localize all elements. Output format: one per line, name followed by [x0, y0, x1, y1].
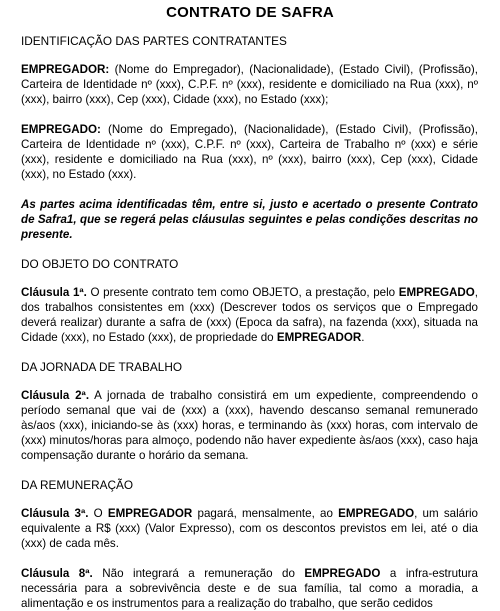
clause-2-label: Cláusula 2ª. — [21, 389, 90, 402]
clause-3-text-b: pagará, mensalmente, ao — [192, 507, 339, 520]
clause-8-employee: EMPREGADO — [304, 567, 381, 580]
document-page — [0, 4, 500, 610]
clause-3-paragraph — [21, 506, 478, 551]
section-heading-parties: IDENTIFICAÇÃO DAS PARTES CONTRATANTES — [21, 34, 287, 48]
clause-1-label: Cláusula 1ª. — [21, 286, 87, 299]
clause-8-paragraph — [21, 566, 478, 611]
employer-paragraph — [21, 62, 478, 107]
clause-1-text-a: O presente contrato tem como OBJETO, a prestação, pelo — [86, 286, 399, 299]
clause-1-employer: EMPREGADOR — [276, 331, 362, 344]
document-body — [0, 34, 500, 611]
clause-3-employee: EMPREGADO — [338, 507, 415, 520]
clause-2-paragraph — [21, 388, 478, 463]
clause-2-text: A jornada de trabalho consistirá em um expediente, compreendendo o período semanal que vai de (xxx) a (xxx), havendo descanso semanal remunerado às/aos (xxx), iniciando-se às (xxx) horas, e terminando às (xxx) horas, com intervalo de (xxx) minutos/horas para almoço, podendo não haver expediente às/aos (xxx), caso haja compensação durante o horário da semana. — [21, 389, 478, 462]
clause-1-paragraph — [21, 285, 478, 345]
employer-label: EMPREGADOR: — [21, 63, 110, 76]
clause-8-text-b: a infra-estrutura necessária para a sobrevivência deste e de sua família, tal como a moradia, a alimentação e os instrumentos para a realização do trabalho, que serão cedidos — [21, 567, 478, 610]
clause-8-text-a: Não integrará a remuneração do — [92, 567, 305, 580]
clause-3-employer: EMPREGADOR — [107, 507, 193, 520]
clause-1-employee: EMPREGADO — [398, 286, 475, 299]
employee-text: (Nome do Empregado), (Nacionalidade), (Estado Civil), (Profissão), Carteira de Identidade nº (xxx), C.P.F. nº (xxx), Carteira de Trabalho nº (xxx) e série (xxx), residente e domiciliado na Rua (xxx), nº (xxx), bairro (xxx), Cep (xxx), Cidade (xxx), no Estado (xxx). — [21, 123, 478, 181]
section-heading-object: DO OBJETO DO CONTRATO — [21, 257, 179, 271]
employee-label: EMPREGADO: — [21, 123, 101, 136]
employee-paragraph — [21, 122, 478, 182]
document-title: CONTRATO DE SAFRA — [166, 4, 334, 21]
section-heading-pay: DA REMUNERAÇÃO — [21, 478, 134, 492]
clause-1-text-b: , dos trabalhos consistentes em (xxx) (Descrever todos os serviços que o Empregado deverá realizar) durante a safra de (xxx) (Epoca da safra), na fazenda (xxx), situada na Cidade (xxx), no Estado (xxx), de propriedade do — [21, 286, 478, 344]
employer-text: (Nome do Empregador), (Nacionalidade), (Estado Civil), (Profissão), Carteira de Identidade nº (xxx), C.P.F. nº (xxx), residente e domiciliado na Rua (xxx), nº (xxx), bairro (xxx), Cep (xxx), Cidade (xxx), no Estado (xxx); — [21, 63, 478, 106]
clause-8-label: Cláusula 8ª. — [21, 567, 93, 580]
section-heading-hours: DA JORNADA DE TRABALHO — [21, 360, 183, 374]
clause-3-label: Cláusula 3ª. — [21, 507, 89, 520]
clause-1-text-c: . — [361, 331, 365, 344]
agreement-paragraph: As partes acima identificadas têm, entre si, justo e acertado o presente Contrato de Safra1, que se regerá pelas cláusulas seguintes e pelas condições descritas no presente. — [21, 198, 478, 241]
clause-3-text-c: , um salário equivalente a R$ (xxx) (Valor Expresso), com os descontos previstos em lei, até o dia (xxx) de cada mês. — [21, 507, 479, 550]
clause-3-text-a: O — [88, 507, 108, 520]
